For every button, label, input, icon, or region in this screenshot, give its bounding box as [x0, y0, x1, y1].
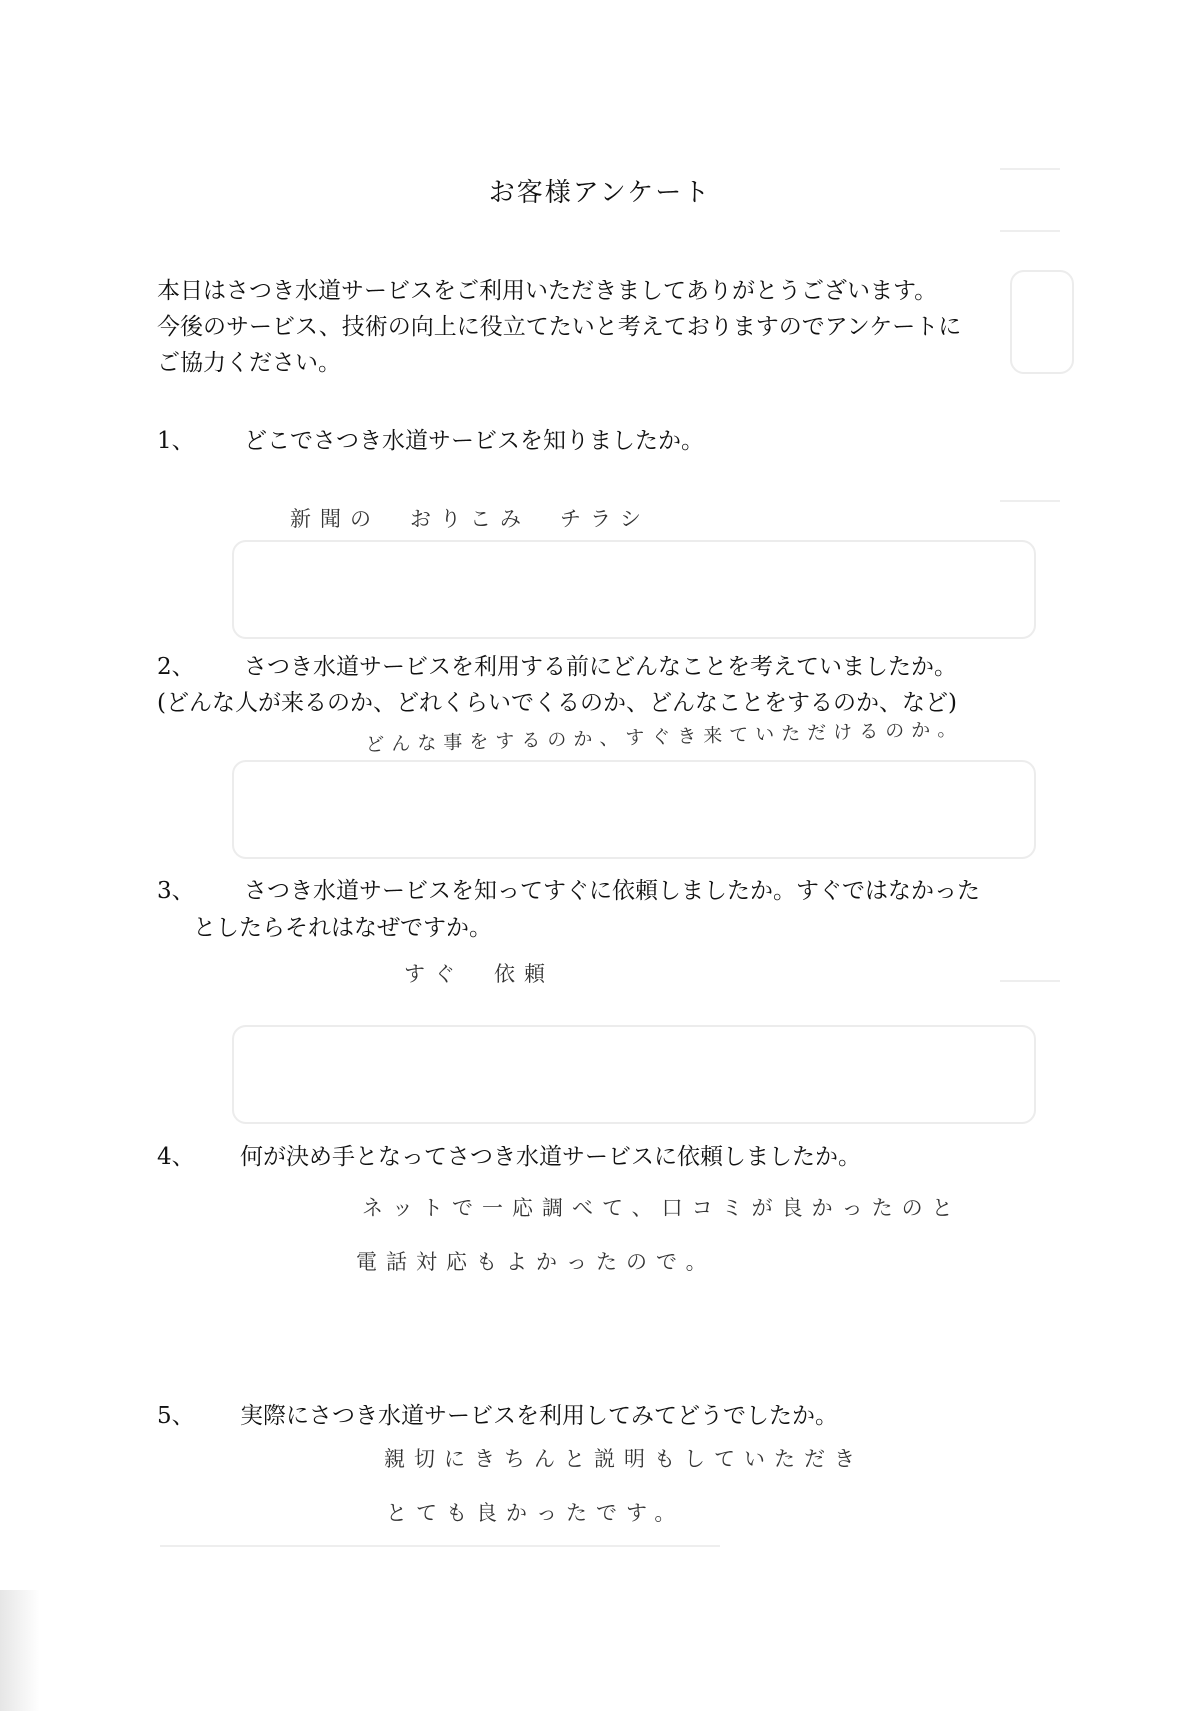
ghost-line-3	[1000, 500, 1060, 502]
handwritten-answer: すぐ 依頼	[404, 962, 554, 986]
ghost-box-3	[232, 760, 1036, 859]
handwritten-answer: 新聞の おりこみ チラシ	[290, 507, 650, 531]
handwritten-answer: 親切にきちんと説明もしていただき	[384, 1447, 864, 1471]
question-number: 1、	[157, 428, 195, 454]
ghost-line-2	[1000, 230, 1060, 232]
handwritten-answer: どんな事をするのか、すぐき来ていただけるのか。	[365, 718, 964, 756]
handwritten-answer: ネットで一応調べて、口コミが良かったのと	[362, 1196, 962, 1220]
question-text: さつき水道サービスを知ってすぐに依頼しましたか。すぐではなかった	[244, 878, 980, 904]
survey-title: お客様アンケート	[488, 178, 712, 208]
ghost-box-2	[232, 540, 1036, 639]
question-text: さつき水道サービスを利用する前にどんなことを考えていましたか。	[244, 654, 957, 680]
intro-line: 今後のサービス、技術の向上に役立てたいと考えておりますのでアンケートに	[157, 314, 962, 340]
question-number: 5、	[157, 1403, 195, 1429]
question-number: 4、	[157, 1144, 195, 1170]
question-number: 2、	[157, 654, 195, 680]
intro-line: 本日はさつき水道サービスをご利用いただきましてありがとうございます。	[157, 278, 938, 304]
question-subtext: (どんな人が来るのか、どれくらいでくるのか、どんなことをするのか、など)	[157, 690, 957, 716]
ghost-box-4	[232, 1025, 1036, 1124]
page-edge-shadow	[0, 1590, 40, 1711]
question-text: 何が決め手となってさつき水道サービスに依頼しましたか。	[240, 1144, 861, 1170]
handwritten-answer: 電話対応もよかったので。	[356, 1250, 716, 1274]
survey-intro	[157, 273, 1057, 381]
question-subtext: としたらそれはなぜですか。	[193, 915, 492, 941]
ghost-line-4	[1000, 980, 1060, 982]
ghost-line-5	[160, 1545, 720, 1547]
intro-line: ご協力ください。	[157, 350, 341, 376]
question-text: 実際にさつき水道サービスを利用してみてどうでしたか。	[240, 1403, 838, 1429]
ghost-line-1	[1000, 168, 1060, 170]
question-number: 3、	[157, 878, 195, 904]
handwritten-answer: とても良かったです。	[386, 1501, 685, 1525]
question-text: どこでさつき水道サービスを知りましたか。	[244, 428, 704, 454]
